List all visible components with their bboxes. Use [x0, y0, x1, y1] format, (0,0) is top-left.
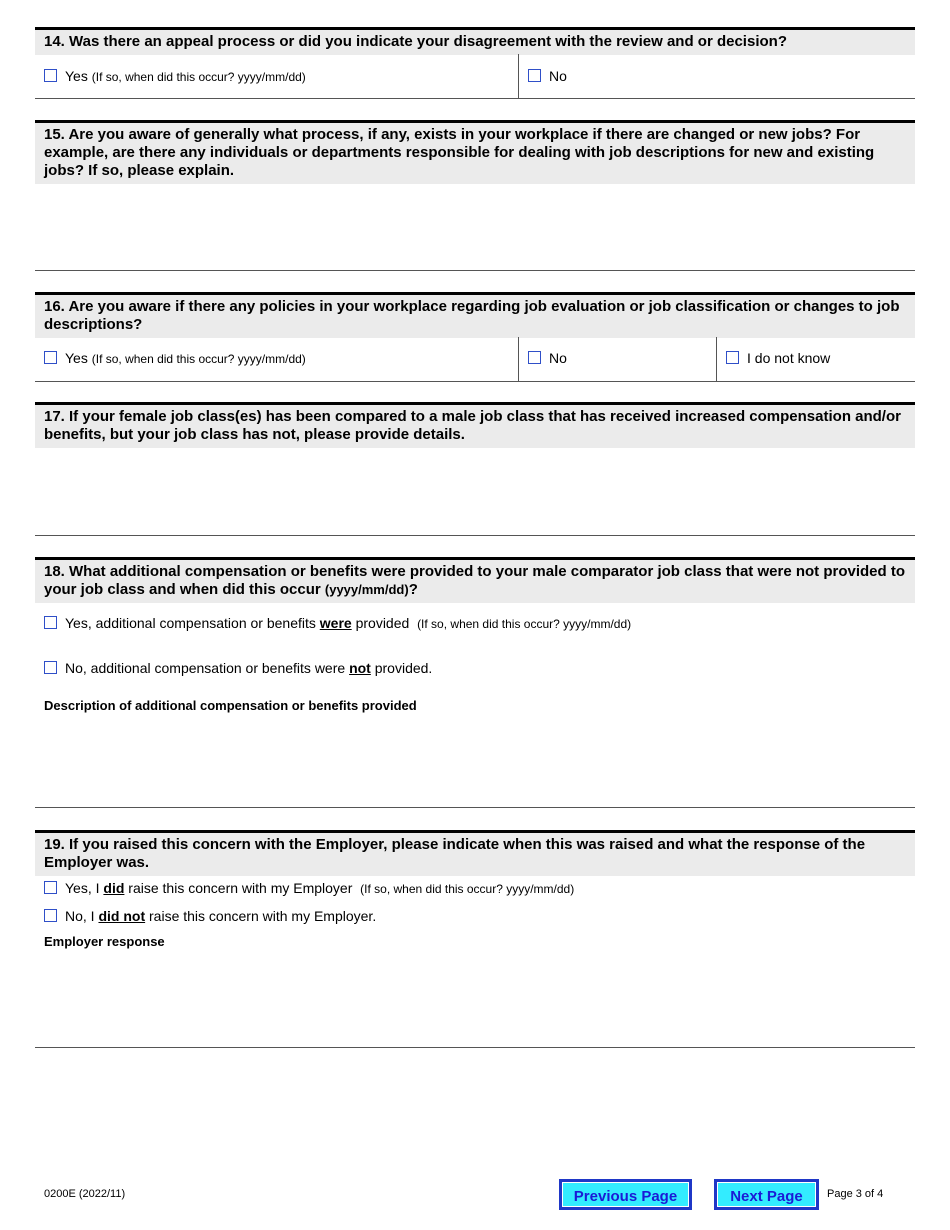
- divider: [35, 98, 915, 99]
- next-page-button[interactable]: Next Page: [715, 1180, 818, 1209]
- question-17-text: 17. If your female job class(es) has been compared to a male job class that has received increased compensation and/or benefits, but your job class has not, please provide details.: [35, 402, 915, 448]
- q19-yes-post: raise this concern with my Employer: [128, 880, 353, 896]
- q18-yes-option[interactable]: [44, 614, 631, 633]
- question-15-text: 15. Are you aware of generally what process, if any, exists in your workplace if there are changed or new jobs? For example, are there any individuals or departments responsible for dealing with job descriptions for new and existing jobs? If so, please explain.: [35, 120, 915, 184]
- question-19-header: [35, 830, 915, 876]
- q14-yes-note: (If so, when did this occur? yyyy/mm/dd): [91, 70, 306, 84]
- q18-question-end: ?: [408, 581, 418, 598]
- divider: [518, 337, 519, 381]
- q14-yes-option[interactable]: [44, 67, 306, 86]
- question-16-text: 16. Are you aware if there any policies in your workplace regarding job evaluation or job classification or changes to job descriptions?: [35, 292, 915, 338]
- q18-question-main: 18. What additional compensation or benefits were provided to your male comparator job class that were not provided to your job class and when did this occur: [44, 563, 905, 598]
- q18-question-format: (yyyy/mm/dd): [324, 582, 409, 597]
- q18-yes-emph: were: [319, 615, 352, 631]
- q18-no-checkbox[interactable]: [44, 661, 57, 674]
- q18-no-post: provided.: [374, 660, 433, 676]
- q19-no-post: raise this concern with my Employer.: [149, 908, 377, 924]
- question-16-header: [35, 292, 915, 338]
- q18-no-pre: No, additional compensation or benefits were: [65, 660, 346, 676]
- q19-yes-pre: Yes, I: [65, 880, 100, 896]
- previous-page-button[interactable]: Previous Page: [560, 1180, 691, 1209]
- q19-response-field[interactable]: [35, 955, 915, 1043]
- q19-yes-checkbox[interactable]: [44, 881, 57, 894]
- q18-no-emph: not: [349, 660, 371, 676]
- form-code: 0200E (2022/11): [44, 1188, 126, 1200]
- divider: [35, 807, 915, 808]
- question-19-text: 19. If you raised this concern with the Employer, please indicate when this was raised and what the response of the Employer was.: [35, 830, 915, 876]
- q18-yes-post: provided: [355, 615, 410, 631]
- question-18-header: [35, 557, 915, 603]
- q16-yes-checkbox[interactable]: [44, 351, 57, 364]
- q19-yes-emph: did: [103, 880, 125, 896]
- q19-yes-note: (If so, when did this occur? yyyy/mm/dd): [360, 882, 575, 896]
- q14-no-label: No: [549, 68, 567, 84]
- q14-yes-label: Yes: [65, 68, 88, 84]
- q16-unknown-label: I do not know: [747, 350, 831, 366]
- q19-response-label: Employer response: [44, 934, 165, 949]
- q18-yes-pre: Yes, additional compensation or benefits: [65, 615, 316, 631]
- q16-no-label: No: [549, 350, 567, 366]
- q15-answer-field[interactable]: [35, 186, 915, 266]
- q14-no-option[interactable]: [528, 67, 567, 85]
- q19-no-pre: No, I: [65, 908, 95, 924]
- q16-no-checkbox[interactable]: [528, 351, 541, 364]
- question-15-header: [35, 120, 915, 184]
- q19-no-option[interactable]: [44, 907, 376, 925]
- divider: [716, 337, 717, 381]
- q18-yes-note: (If so, when did this occur? yyyy/mm/dd): [417, 617, 632, 631]
- divider: [35, 381, 915, 382]
- divider: [35, 270, 915, 271]
- q18-yes-checkbox[interactable]: [44, 616, 57, 629]
- q16-yes-note: (If so, when did this occur? yyyy/mm/dd): [91, 352, 306, 366]
- page-number: Page 3 of 4: [827, 1188, 884, 1200]
- q16-unknown-checkbox[interactable]: [726, 351, 739, 364]
- q14-no-checkbox[interactable]: [528, 69, 541, 82]
- divider: [35, 535, 915, 536]
- question-18-text: [35, 557, 915, 603]
- q19-no-emph: did not: [98, 908, 146, 924]
- question-14-header: [35, 27, 915, 55]
- q19-no-checkbox[interactable]: [44, 909, 57, 922]
- q17-answer-field[interactable]: [35, 450, 915, 530]
- q16-unknown-option[interactable]: [726, 349, 830, 367]
- q16-no-option[interactable]: [528, 349, 567, 367]
- q18-description-field[interactable]: [35, 718, 915, 802]
- question-14-text: 14. Was there an appeal process or did you indicate your disagreement with the review and or decision?: [35, 27, 915, 55]
- q16-yes-option[interactable]: [44, 349, 306, 368]
- divider: [518, 54, 519, 98]
- question-17-header: [35, 402, 915, 448]
- q18-no-option[interactable]: [44, 659, 432, 677]
- divider: [35, 1047, 915, 1048]
- q14-yes-checkbox[interactable]: [44, 69, 57, 82]
- q18-description-label: Description of additional compensation or benefits provided: [44, 698, 417, 713]
- q19-yes-option[interactable]: [44, 879, 574, 898]
- q16-yes-label: Yes: [65, 350, 88, 366]
